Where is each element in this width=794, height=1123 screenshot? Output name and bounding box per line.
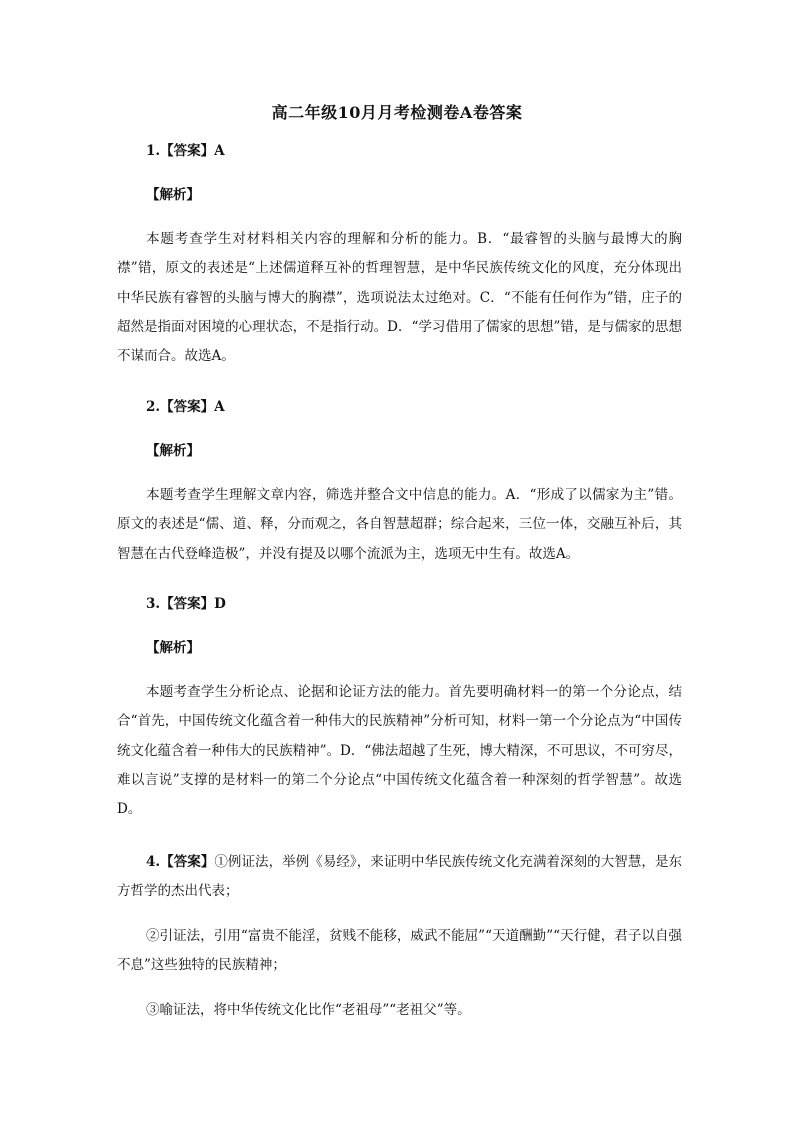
q3-explanation: 本题考查学生分析论点、论据和论证方法的能力。首先要明确材料一的第一个分论点，结合“首先，中国传统文化蕴含着一种伟大的民族精神”分析可知，材料一第一个分论点为“中国传统文化蕴含着一种伟大的民族精神”。D．“佛法超越了生死，博大精深，不可思议，不可穷尽，难以言说”支撑的是材料一的第二个分论点“中国传统文化蕴含着一种深刻的哲学智慧”。故选D。 <box>117 684 682 818</box>
q4-point1 <box>117 848 682 907</box>
q3-explanation-block <box>117 678 682 824</box>
q2-explanation-block <box>117 481 682 569</box>
q1-answer-block <box>117 137 682 166</box>
q3-answer-block <box>117 590 682 619</box>
q1-jiexi-label: 【解析】 <box>146 187 200 203</box>
q4-point1-text: ①例证法，举例《易经》，来证明中华民族传统文化充满着深刻的大智慧，是东方哲学的杰出代表； <box>117 854 683 900</box>
q2-answer-block <box>117 393 682 422</box>
q1-explanation-block <box>117 225 682 371</box>
q2-explanation: 本题考查学生理解文章内容，筛选并整合文中信息的能力。A．“形成了以儒家为主”错。原文的表述是“儒、道、释，分而观之，各自智慧超群；综合起来，三位一体，交融互补后，其智慧在古代登峰造极”，并没有提及以哪个流派为主，选项无中生有。故选A。 <box>117 487 682 562</box>
q2-answer: 2.【答案】A <box>146 399 225 415</box>
q4-point2: ②引证法，引用“富贵不能淫，贫贱不能移，威武不能屈”“天道酬勤”“天行健，君子以自强不息”这些独特的民族精神； <box>117 928 682 974</box>
q1-answer: 1.【答案】A <box>146 143 225 159</box>
q4-answer-label: 4.【答案】 <box>146 854 215 870</box>
q3-jiexi-block <box>117 634 682 663</box>
q2-jiexi-label: 【解析】 <box>146 443 200 459</box>
q4-point3: ③喻证法，将中华传统文化比作“老祖母”“老祖父”等。 <box>146 1002 471 1018</box>
q3-answer: 3.【答案】D <box>146 596 226 612</box>
q4-point1-block <box>117 848 682 907</box>
page-title: 高二年级10月月考检测卷A卷答案 <box>271 103 523 122</box>
q4-point3-block <box>117 996 682 1025</box>
q1-jiexi-block <box>117 181 682 210</box>
q1-explanation: 本题考查学生对材料相关内容的理解和分析的能力。B．“最睿智的头脑与最博大的胸襟”错，原文的表述是“上述儒道释互补的哲理智慧，是中华民族传统文化的风度，充分体现出中华民族有睿智的头脑与博大的胸襟”，选项说法太过绝对。C．“不能有任何作为”错，庄子的超然是指面对困境的心理状态，不是指行动。D．“学习借用了儒家的思想”错，是与儒家的思想不谋而合。故选A。 <box>117 231 682 365</box>
q4-point2-block <box>117 922 682 981</box>
q2-jiexi-block <box>117 437 682 466</box>
q3-jiexi-label: 【解析】 <box>146 640 200 656</box>
